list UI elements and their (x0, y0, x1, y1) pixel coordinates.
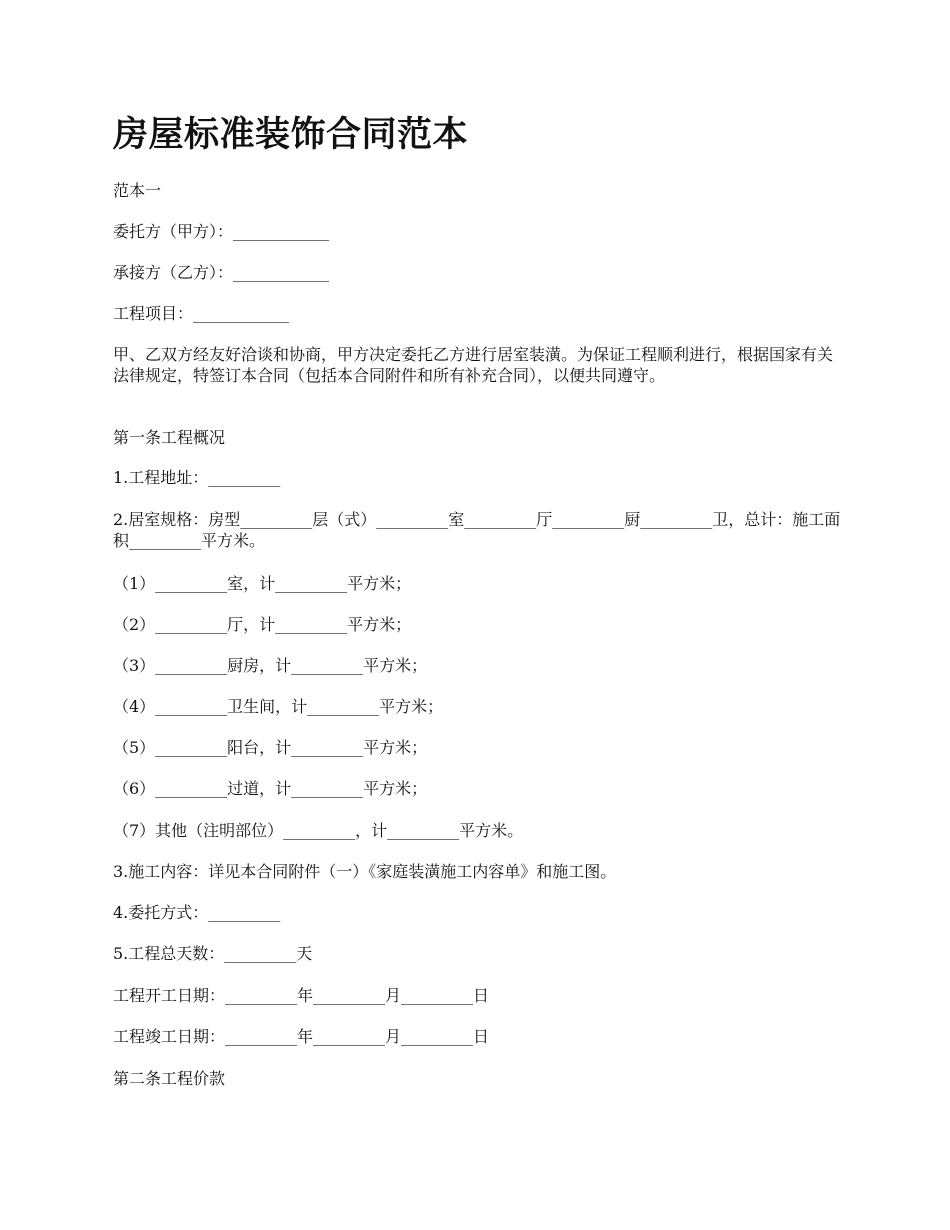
party-b-line: 承接方（乙方）：____________ (113, 263, 330, 282)
room-item-6: （6）_________过道，计_________平方米； (113, 779, 428, 798)
document-title: 房屋标准装饰合同范本 (113, 114, 469, 155)
room-item-3: （3）_________厨房，计_________平方米； (113, 656, 428, 675)
room-spec-paragraph: 2.居室规格：房型_________层（式）_________室_________厅_________厨_________卫，总计：施工面积_________平方米。 (113, 510, 841, 550)
room-item-4: （4）_________卫生间，计_________平方米； (113, 697, 444, 716)
room-item-5: （5）_________阳台，计_________平方米； (113, 738, 428, 757)
article-2-heading: 第二条工程价款 (113, 1069, 226, 1088)
total-days-line: 5.工程总天数：_________天 (113, 944, 313, 963)
project-line: 工程项目：____________ (113, 304, 290, 323)
room-item-7: （7）其他（注明部位）_________，计_________平方米。 (113, 821, 524, 840)
room-item-2: （2）_________厅，计_________平方米； (113, 615, 412, 634)
sample-label: 范本一 (113, 181, 162, 200)
article-1-heading: 第一条工程概况 (113, 428, 226, 447)
start-date-line: 工程开工日期：_________年_________月_________日 (113, 986, 490, 1005)
construction-content-line: 3.施工内容：详见本合同附件（一）《家庭装潢施工内容单》和施工图。 (113, 862, 617, 881)
intro-paragraph: 甲、乙双方经友好洽谈和协商，甲方决定委托乙方进行居室装潢。为保证工程顺利进行，根据国家有关法律规定，特签订本合同（包括本合同附件和所有补充合同），以便共同遵守。 (113, 345, 834, 385)
commission-method-line: 4.委托方式：_________ (113, 903, 281, 922)
party-a-line: 委托方（甲方）：____________ (113, 222, 330, 241)
room-item-1: （1）_________室，计_________平方米； (113, 574, 412, 593)
completion-date-line: 工程竣工日期：_________年_________月_________日 (113, 1027, 490, 1046)
project-address-line: 1.工程地址：_________ (113, 468, 281, 487)
